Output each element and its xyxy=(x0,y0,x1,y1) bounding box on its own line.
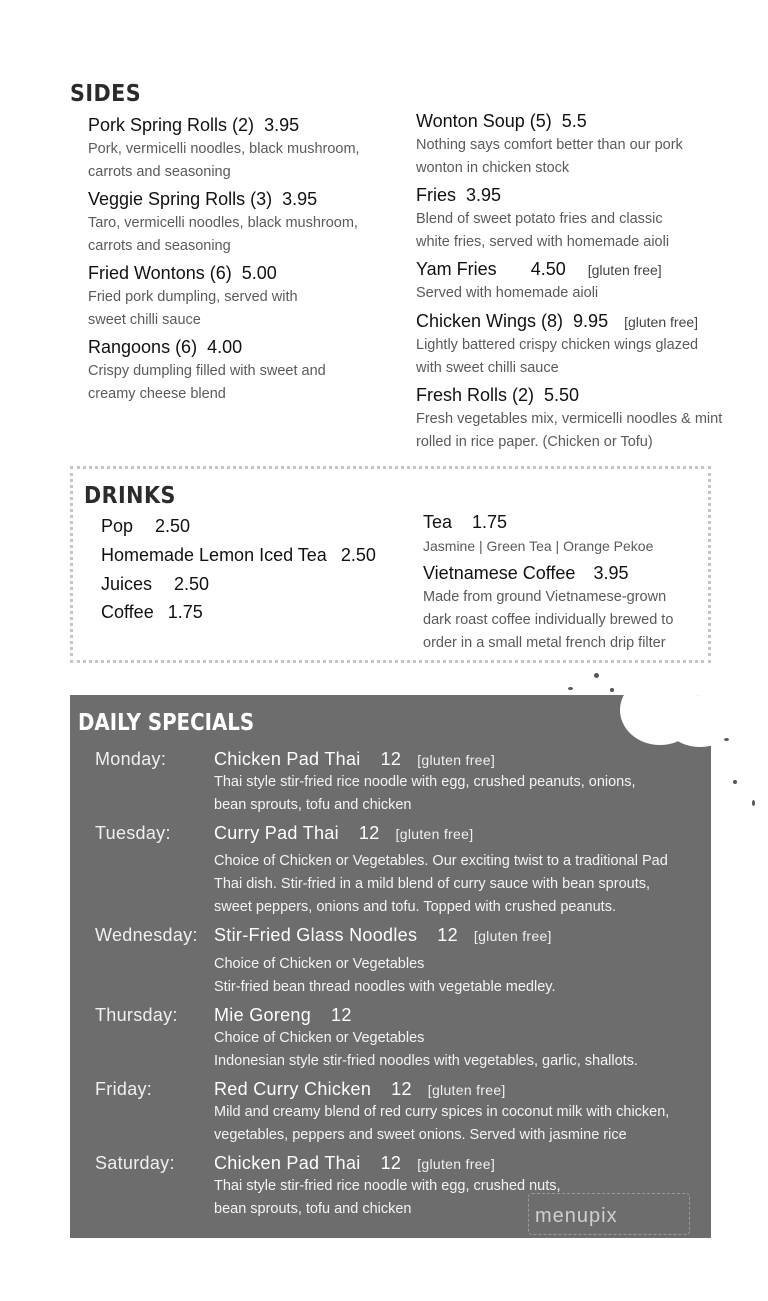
item-desc: wonton in chicken stock xyxy=(416,160,570,176)
menu-item xyxy=(416,311,698,380)
item-price: 9.95 xyxy=(573,311,609,331)
item-price: 4.50 xyxy=(530,259,566,279)
item-price: 4.00 xyxy=(207,337,243,357)
special-name xyxy=(214,1005,352,1026)
item-price: 5.00 xyxy=(241,263,277,283)
item-price: 5.5 xyxy=(561,111,587,131)
item-name: Stir-Fried Glass Noodles xyxy=(214,925,418,945)
item-price: 12 xyxy=(437,925,458,945)
special-name xyxy=(214,749,495,770)
gluten-free-tag: [gluten free] xyxy=(473,928,552,944)
special-desc xyxy=(214,771,704,817)
item-desc: vegetables, peppers and sweet onions. Served with jasmine rice xyxy=(214,1127,627,1143)
item-desc: rolled in rice paper. (Chicken or Tofu) xyxy=(416,434,653,450)
item-name: Yam Fries xyxy=(416,259,497,279)
item-price: 3.95 xyxy=(466,185,502,205)
menu-item xyxy=(416,185,669,254)
drink-item xyxy=(423,563,673,655)
item-desc: Indonesian style stir-fried noodles with vegetables, garlic, shallots. xyxy=(214,1053,638,1069)
special-name xyxy=(214,823,473,844)
item-price: 2.50 xyxy=(174,574,210,594)
item-price: 3.95 xyxy=(282,189,318,209)
item-name: Coffee xyxy=(101,602,154,622)
item-name: Pop xyxy=(101,516,134,536)
item-price: 3.95 xyxy=(593,563,629,583)
item-name: Wonton Soup (5) xyxy=(416,111,552,131)
day-label: Friday: xyxy=(95,1079,153,1099)
item-desc: Blend of sweet potato fries and classic xyxy=(416,211,663,227)
drink-item xyxy=(101,602,203,623)
item-name: Chicken Pad Thai xyxy=(214,749,361,769)
item-price: 1.75 xyxy=(167,602,203,622)
decorative-dot xyxy=(610,688,614,692)
decorative-dot xyxy=(724,738,729,741)
item-name: Chicken Wings (8) xyxy=(416,311,564,331)
item-desc: Mild and creamy blend of red curry spices in coconut milk with chicken, xyxy=(214,1104,670,1120)
gluten-free-tag: [gluten free] xyxy=(427,1082,506,1098)
item-desc: Crispy dumpling filled with sweet and xyxy=(88,363,326,379)
menu-item xyxy=(88,189,358,258)
item-desc: Stir-fried bean thread noodles with vegetable medley. xyxy=(214,979,556,995)
decorative-dot xyxy=(568,687,573,690)
day-label: Saturday: xyxy=(95,1153,175,1173)
item-name: Pork Spring Rolls (2) xyxy=(88,115,255,135)
gluten-free-tag: [gluten free] xyxy=(417,1156,496,1172)
item-desc: Choice of Chicken or Vegetables xyxy=(214,1030,425,1046)
drink-item xyxy=(101,545,376,566)
menu-item xyxy=(416,111,683,180)
item-desc: bean sprouts, tofu and chicken xyxy=(214,797,412,813)
item-price: 12 xyxy=(331,1005,352,1025)
special-name xyxy=(214,1153,495,1174)
sides-title: SIDES xyxy=(70,81,142,107)
item-desc: Served with homemade aioli xyxy=(416,285,599,301)
item-name: Veggie Spring Rolls (3) xyxy=(88,189,273,209)
item-name: Tea xyxy=(423,512,453,532)
item-desc: Nothing says comfort better than our pork xyxy=(416,137,683,153)
item-desc: Lightly battered crispy chicken wings glazed xyxy=(416,337,699,353)
item-name: Fresh Rolls (2) xyxy=(416,385,535,405)
item-desc: carrots and seasoning xyxy=(88,238,231,254)
gluten-free-tag: [gluten free] xyxy=(417,752,496,768)
cloud-decoration xyxy=(700,680,740,735)
item-name: Fries xyxy=(416,185,456,205)
gluten-free-tag: [gluten free] xyxy=(624,314,699,330)
drink-item xyxy=(423,512,653,558)
special-desc xyxy=(214,1027,704,1073)
item-desc: Thai style stir-fried rice noodle with egg, crushed nuts, xyxy=(214,1178,561,1194)
item-name: Curry Pad Thai xyxy=(214,823,339,843)
menu-item xyxy=(416,385,722,454)
item-price: 3.95 xyxy=(264,115,300,135)
item-name: Chicken Pad Thai xyxy=(214,1153,361,1173)
day-label: Thursday: xyxy=(95,1005,178,1025)
special-desc xyxy=(214,1101,704,1147)
drink-item xyxy=(101,574,209,595)
day-label: Tuesday: xyxy=(95,823,171,843)
menu-item xyxy=(416,259,662,305)
item-desc: white fries, served with homemade aioli xyxy=(416,234,670,250)
item-desc: bean sprouts, tofu and chicken xyxy=(214,1201,412,1217)
item-desc: Fresh vegetables mix, vermicelli noodles & mint xyxy=(416,411,723,427)
item-desc: Thai dish. Stir-fried in a mild blend of curry sauce with bean sprouts, xyxy=(214,876,651,892)
day-label: Monday: xyxy=(95,749,167,769)
item-desc: with sweet chilli sauce xyxy=(416,360,559,376)
item-price: 1.75 xyxy=(472,512,508,532)
menu-item xyxy=(88,115,360,184)
item-desc: Made from ground Vietnamese-grown xyxy=(423,589,667,605)
decorative-dot xyxy=(752,800,755,806)
special-desc xyxy=(214,850,704,919)
item-price: 2.50 xyxy=(155,516,191,536)
item-price: 12 xyxy=(391,1079,412,1099)
day-label: Wednesday: xyxy=(95,925,198,945)
special-desc xyxy=(214,953,704,999)
item-price: 12 xyxy=(380,1153,402,1173)
item-name: Homemade Lemon Iced Tea xyxy=(101,545,327,565)
item-desc: sweet chilli sauce xyxy=(88,312,201,328)
item-name: Rangoons (6) xyxy=(88,337,198,357)
item-name: Red Curry Chicken xyxy=(214,1079,372,1099)
item-desc: Fried pork dumpling, served with xyxy=(88,289,298,305)
item-desc: Pork, vermicelli noodles, black mushroom, xyxy=(88,141,360,157)
menu-item xyxy=(88,263,298,332)
item-name: Juices xyxy=(101,574,153,594)
drinks-title: DRINKS xyxy=(84,483,176,509)
special-name xyxy=(214,1079,506,1100)
item-desc: creamy cheese blend xyxy=(88,386,226,402)
item-desc: order in a small metal french drip filter xyxy=(423,635,666,651)
specials-title: DAILY SPECIALS xyxy=(78,710,255,736)
item-desc: dark roast coffee individually brewed to xyxy=(423,612,674,628)
daily-specials-panel xyxy=(70,695,711,1238)
item-price: 12 xyxy=(358,823,380,843)
item-desc: Jasmine | Green Tea | Orange Pekoe xyxy=(423,538,654,554)
special-name xyxy=(214,925,552,946)
item-desc: Taro, vermicelli noodles, black mushroom, xyxy=(88,215,358,231)
item-price: 12 xyxy=(380,749,402,769)
item-desc: Choice of Chicken or Vegetables. Our exciting twist to a traditional Pad xyxy=(214,853,668,869)
drink-item xyxy=(101,516,190,537)
item-desc: sweet peppers, onions and tofu. Topped with crushed peanuts. xyxy=(214,899,616,915)
item-price: 2.50 xyxy=(340,545,376,565)
menu-item xyxy=(88,337,326,406)
item-desc: Choice of Chicken or Vegetables xyxy=(214,956,425,972)
item-name: Fried Wontons (6) xyxy=(88,263,232,283)
watermark-logo: menupix xyxy=(535,1205,618,1227)
decorative-dot xyxy=(733,780,737,784)
item-name: Mie Goreng xyxy=(214,1005,312,1025)
item-desc: Thai style stir-fried rice noodle with egg, crushed peanuts, onions, xyxy=(214,774,636,790)
item-price: 5.50 xyxy=(544,385,580,405)
gluten-free-tag: [gluten free] xyxy=(587,262,662,278)
item-name: Vietnamese Coffee xyxy=(423,563,576,583)
item-desc: carrots and seasoning xyxy=(88,164,231,180)
decorative-dot xyxy=(594,673,599,678)
gluten-free-tag: [gluten free] xyxy=(395,826,474,842)
